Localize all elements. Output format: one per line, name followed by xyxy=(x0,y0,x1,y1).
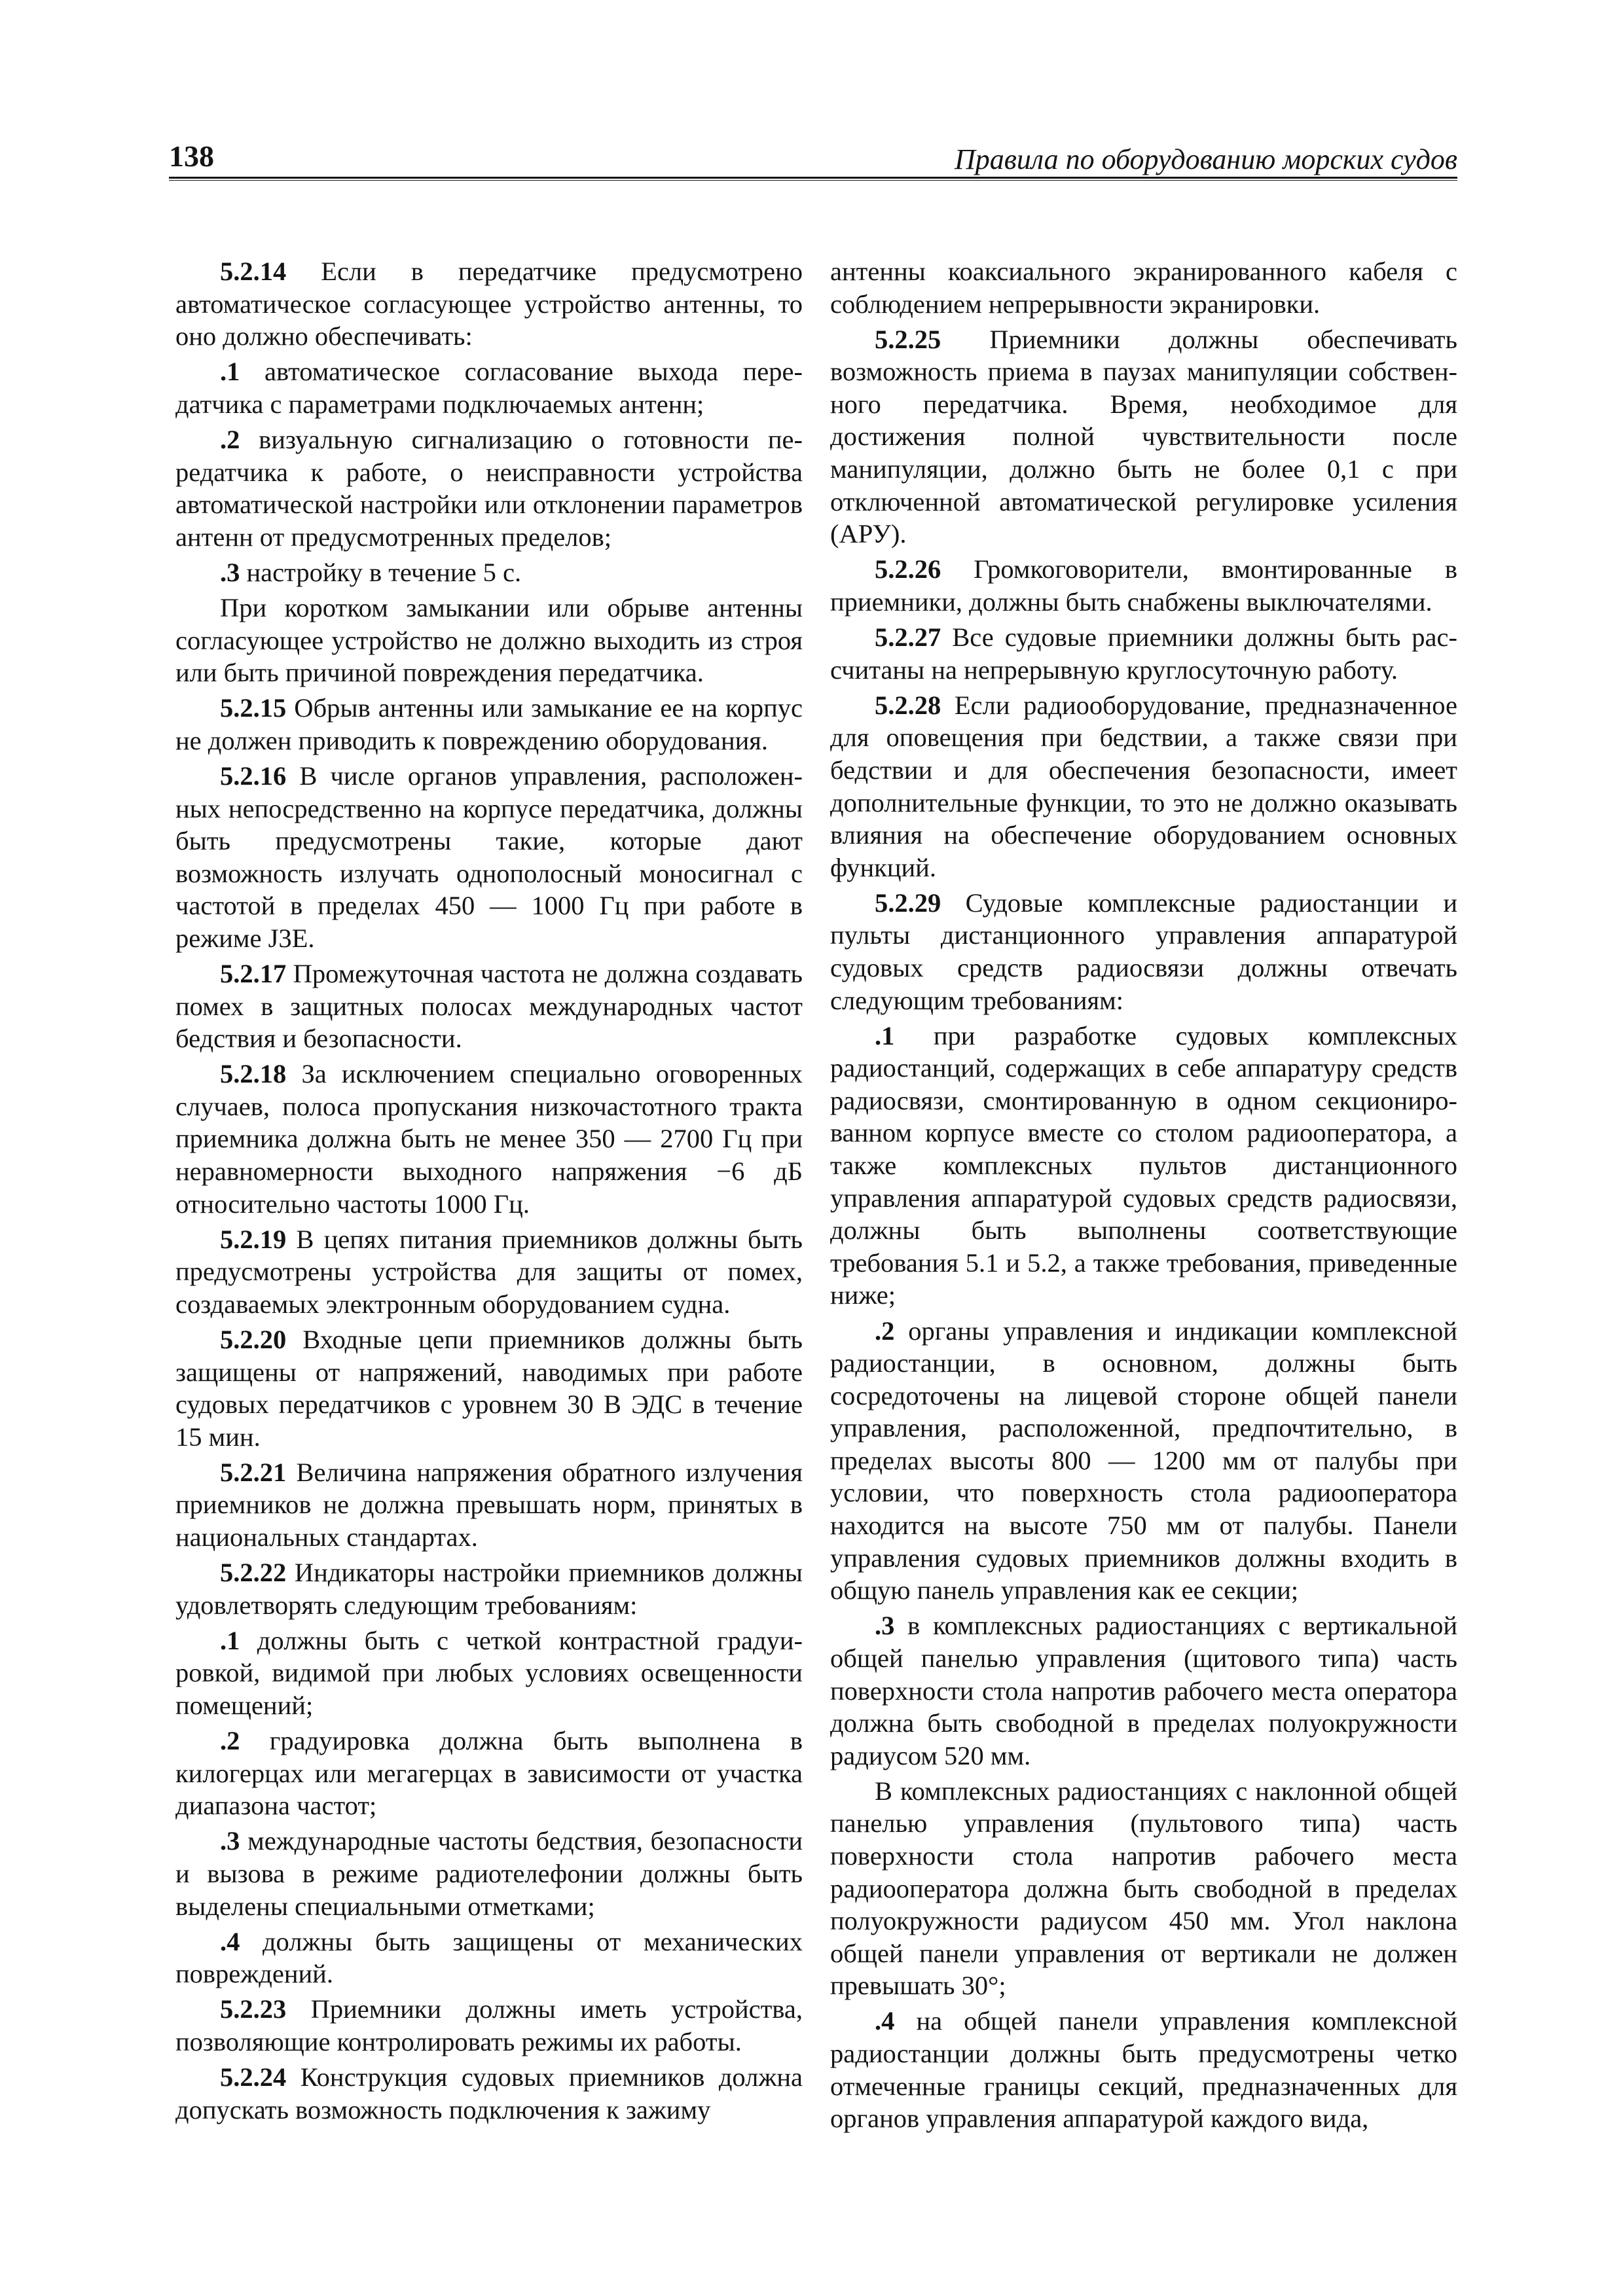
clause-number: .4 xyxy=(220,1926,240,1956)
paragraph xyxy=(175,958,803,1055)
paragraph-text: в комплексных радиостанциях с вертикальной общей панелью управления (щитового типа) часть поверхности стола напротив рабочего места оператора должна быть свободной в пределах полуокружности радиусом 520 мм. xyxy=(830,1611,1457,1770)
clause-number: 5.2.21 xyxy=(220,1457,287,1487)
paragraph xyxy=(175,1223,803,1321)
clause-number: .1 xyxy=(875,1020,895,1050)
clause-number: 5.2.20 xyxy=(220,1325,287,1354)
paragraph-text: Громкоговорители, вмонтированные в приемники, должны быть снабжены выключателями. xyxy=(830,554,1457,617)
paragraph-text: Приемники должны иметь устройства, позволяющие контролировать режимы их работы. xyxy=(175,1994,803,2056)
paragraph xyxy=(175,760,803,955)
paragraph-text: градуировка должна быть выполнена в килогерцах или мегагерцах в зависимости от участка диапазона частот; xyxy=(175,1726,803,1821)
paragraph xyxy=(175,255,803,353)
clause-number: 5.2.16 xyxy=(220,761,287,791)
clause-number: .1 xyxy=(220,1625,240,1655)
paragraph-text: должны быть защищены от механических повреждений. xyxy=(175,1926,803,1989)
paragraph-text: Обрыв антенны или замыкание ее на корпус не должен приводить к повреждению оборудования. xyxy=(175,693,803,755)
paragraph xyxy=(830,1609,1457,1772)
paragraph xyxy=(175,1825,803,1922)
paragraph-text: При коротком замыкании или обрыве антенны согласующее устройство не должно выходить из строя или быть причиной повреждения передатчика. xyxy=(175,592,803,688)
page-number: 138 xyxy=(169,139,214,173)
clause-number: .2 xyxy=(220,1726,240,1756)
clause-number: .3 xyxy=(220,1826,240,1856)
paragraph-text: автоматическое согласование выхода передатчика с параметрами подключаемых антенн; xyxy=(175,357,803,419)
paragraph-text: визуальную сигнализацию о готовности передатчика к работе, о неисправности устройства автоматической настройки или отклонении параметров антенн от предусмотренных пределов; xyxy=(175,424,803,552)
clause-number: 5.2.26 xyxy=(875,554,941,584)
paragraph xyxy=(830,2005,1457,2134)
clause-number: 5.2.28 xyxy=(875,690,941,720)
clause-number: 5.2.29 xyxy=(875,888,941,918)
paragraph xyxy=(830,553,1457,618)
paragraph-text: Конструкция судовых приемников должна допускать возможность подключения к зажиму xyxy=(175,2062,803,2125)
paragraph-text: Если в передатчике предусмотрено автоматическое согласующее устройство антенны, то оно должно обеспечивать: xyxy=(175,257,803,351)
clause-number: .3 xyxy=(220,557,240,587)
paragraph xyxy=(830,1020,1457,1312)
paragraph xyxy=(830,1315,1457,1607)
paragraph xyxy=(175,592,803,689)
paragraph-text: антенны коаксиального экранированного кабеля с соблюдением непрерывности экранировки. xyxy=(830,257,1457,319)
paragraph xyxy=(830,621,1457,686)
left-column xyxy=(175,255,803,2129)
paragraph-text: Величина напряжения обратного излучения приемников не должна превышать норм, принятых в национальных стандартах. xyxy=(175,1457,803,1552)
paragraph xyxy=(175,1926,803,1990)
paragraph-text: В комплексных радиостанциях с наклонной общей панелью управления (пультового типа) часть поверхности стола напротив рабочего места радиооператора должна быть свободной в пределах полуокружности радиусом 450 мм. Угол наклона общей панели управления от вертикали не должен превышать 30°; xyxy=(830,1776,1457,2001)
clause-number: .2 xyxy=(220,424,240,454)
paragraph xyxy=(175,692,803,757)
paragraph xyxy=(175,355,803,420)
paragraph-text: Промежуточная частота не должна создавать помех в защитных полосах международных частот бедствия и безопасности. xyxy=(175,958,803,1054)
paragraph xyxy=(175,1725,803,1822)
clause-number: 5.2.25 xyxy=(875,324,941,354)
clause-number: .4 xyxy=(875,2006,895,2036)
paragraph-text: на общей панели управления комплексной радиостанции должны быть предусмотрены четко отмеченные границы секций, предназначенных для органов управления аппаратурой каждого вида, xyxy=(830,2006,1457,2134)
paragraph xyxy=(830,689,1457,884)
paragraph-text: Все судовые приемники должны быть рассчитаны на непрерывную круглосуточную работу. xyxy=(830,622,1457,685)
paragraph-text: За исключением специально оговоренных случаев, полоса пропускания низкочастотного тракта приемника должна быть не менее 350 — 2700 Гц при неравномерности выходного напряжения −6 дБ относительно частоты 1000 Гц. xyxy=(175,1059,803,1219)
paragraph-text: В цепях питания приемников должны быть предусмотрены устройства для защиты от помех, создаваемых электронным оборудованием судна. xyxy=(175,1224,803,1319)
paragraph xyxy=(830,323,1457,550)
clause-number: 5.2.22 xyxy=(220,1558,287,1588)
clause-number: 5.2.19 xyxy=(220,1224,287,1254)
clause-number: 5.2.15 xyxy=(220,693,287,723)
paragraph-text: Судовые комплексные радиостанции и пульты дистанционного управления аппаратурой судовых средств радиосвязи должны отвечать следующим требованиям: xyxy=(830,888,1457,1015)
paragraph-text: Индикаторы настройки приемников должны удовлетворять следующим требованиям: xyxy=(175,1558,803,1620)
clause-number: 5.2.27 xyxy=(875,622,941,653)
clause-number: 5.2.14 xyxy=(220,257,287,286)
running-title: Правила по оборудованию морских судов xyxy=(954,143,1457,175)
clause-number: 5.2.17 xyxy=(220,958,287,988)
paragraph xyxy=(175,1556,803,1621)
paragraph-text: Приемники должны обеспечивать возможность приема в паузах манипуляции собственного передатчика. Время, необходимое для достижения полной чувствительности после манипуляции, должно быть не более 0,1 с при отключенной автоматической регулировке усиления (АРУ). xyxy=(830,324,1457,549)
paragraph xyxy=(175,1456,803,1554)
paragraph xyxy=(175,1323,803,1453)
paragraph-text: должны быть с четкой контрастной градуировкой, видимой при любых условиях освещенности помещений; xyxy=(175,1625,803,1721)
paragraph xyxy=(175,556,803,589)
paragraph-text: при разработке судовых комплексных радиостанций, содержащих в себе аппаратуру средств радиосвязи, смонтированную в одном секционированном корпусе вместе со столом радиооператора, а также комплексных пультов дистанционного управления аппаратурой судовых средств радиосвязи, должны быть выполнены соответствующие требования 5.1 и 5.2, а также требования, приведенные ниже; xyxy=(830,1020,1457,1310)
clause-number: .1 xyxy=(220,357,240,387)
paragraph xyxy=(830,1775,1457,2002)
paragraph-text: Если радиооборудование, предназначенное для оповещения при бедствии, а также связи при бедствии и для обеспечения безопасности, имеет дополнительные функции, то это не должно оказывать влияния на обеспечение оборудованием основных функций. xyxy=(830,690,1457,882)
paragraph xyxy=(175,423,803,553)
clause-number: 5.2.24 xyxy=(220,2062,287,2092)
paragraph-text: В числе органов управления, расположенных непосредственно на корпусе передатчика, должны быть предусмотрены такие, которые дают возможность излучать однополосный моносигнал с частотой в пределах 450 — 1000 Гц при работе в режиме J3E. xyxy=(175,761,803,953)
clause-number: .3 xyxy=(875,1611,895,1641)
paragraph-text: международные частоты бедствия, безопасности и вызова в режиме радиотелефонии должны быть выделены специальными отметками; xyxy=(175,1826,803,1921)
right-column xyxy=(830,255,1457,2138)
paragraph xyxy=(830,255,1457,320)
paragraph-text: органы управления и индикации комплексной радиостанции, в основном, должны быть сосредоточены на лицевой стороне общей панели управления, расположенной, предпочтительно, в пределах высоты 800 — 1200 мм от палубы при условии, что поверхность стола радиооператора находится на высоте 750 мм от палубы. Панели управления судовых приемников должны входить в общую панель управления как ее секции; xyxy=(830,1316,1457,1605)
paragraph xyxy=(830,887,1457,1016)
clause-number: .2 xyxy=(875,1316,895,1346)
clause-number: 5.2.18 xyxy=(220,1059,287,1089)
paragraph xyxy=(175,1993,803,2058)
paragraph-text: настройку в течение 5 с. xyxy=(240,557,522,587)
paragraph xyxy=(175,1058,803,1220)
clause-number: 5.2.23 xyxy=(220,1994,287,2024)
paragraph-text: Входные цепи приемников должны быть защищены от напряжений, наводимых при работе судовых передатчиков с уровнем 30 В ЭДС в течение 15 мин. xyxy=(175,1325,803,1452)
paragraph xyxy=(175,2061,803,2126)
paragraph xyxy=(175,1624,803,1722)
header-rule xyxy=(169,177,1457,181)
